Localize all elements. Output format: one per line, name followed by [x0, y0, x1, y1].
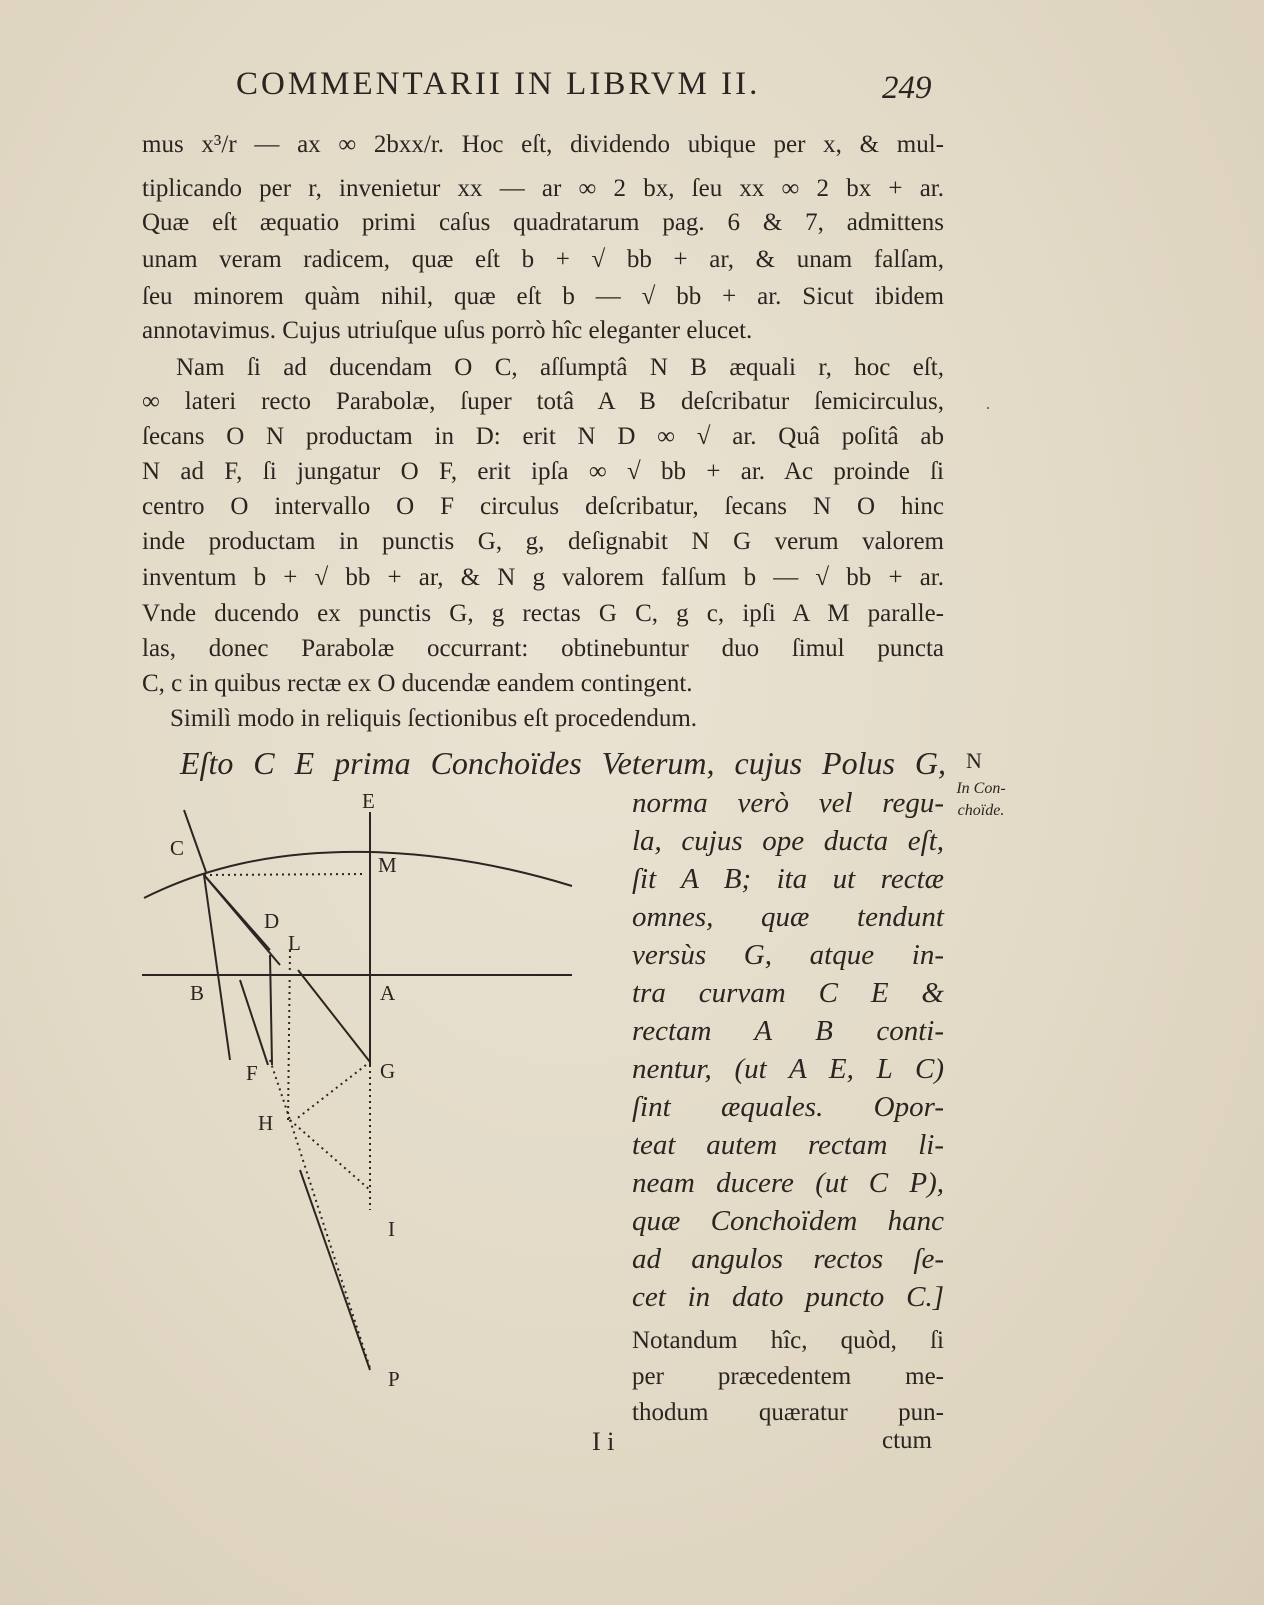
label-E: E [362, 790, 375, 813]
column-line: omnes, quæ tendunt [632, 901, 944, 933]
catchword: ctum [882, 1427, 932, 1454]
column-line: versùs G, atque in- [632, 939, 944, 971]
column-line: ſit A B; ita ut rectæ [632, 863, 944, 895]
column-line: quæ Conchoïdem hanc [632, 1205, 944, 1237]
label-H: H [258, 1111, 274, 1135]
margin-note-line: In Con- [956, 780, 1006, 797]
column-line: thodum quæratur pun- [632, 1399, 944, 1426]
text-line: ſecans O N productam in D: erit N D ∞ √ ar. Quâ poſitâ ab [142, 423, 944, 450]
label-G: G [380, 1059, 396, 1083]
text-line: mus x³/r — ax ∞ 2bxx/r. Hoc eſt, dividendo ubique per x, & mul- [142, 131, 944, 158]
dotted-line-cm [204, 874, 366, 875]
text-line: annotavimus. Cujus utriuſque uſus porrò hîc eleganter elucet. [142, 317, 753, 344]
label-P: P [388, 1367, 400, 1391]
column-line: tra curvam C E & [632, 977, 944, 1009]
column-line: norma verò vel regu- [632, 787, 944, 819]
text-line: Nam ſi ad ducendam O C, aſſumptâ N B æquali r, hoc eſt, [176, 354, 944, 381]
text-line: ∞ lateri recto Parabolæ, ſuper totâ A B deſcribatur ſemicirculus, [142, 388, 944, 415]
running-head: COMMENTARII IN LIBRVM II. [236, 66, 761, 102]
line-c-tick [184, 810, 206, 872]
label-C: C [170, 836, 185, 860]
text-line: N ad F, ſi jungatur O F, erit ipſa ∞ √ bb + ar. Ac proinde ſi [142, 458, 944, 485]
dotted-line-h-p [290, 1120, 370, 1368]
text-line: Quæ eſt æquatio primi caſus quadratarum pag. 6 & 7, admittens [142, 209, 944, 236]
label-D: D [264, 909, 280, 933]
margin-letter: N [966, 748, 982, 773]
page-number: 249 [882, 70, 932, 106]
text-line: C, c in quibus rectæ ex O ducendæ eandem contingent. [142, 670, 693, 697]
label-M: M [378, 853, 397, 877]
label-F: F [246, 1061, 258, 1085]
column-line: neam ducere (ut C P), [632, 1167, 944, 1199]
line-b-f [240, 980, 268, 1065]
column-line: ſint æquales. Opor- [632, 1091, 944, 1123]
column-line: rectam A B conti- [632, 1015, 944, 1047]
label-L: L [288, 931, 301, 955]
text-line: Similì modo in reliquis ſectionibus eſt procedendum. [170, 705, 698, 732]
line-c-f [204, 875, 230, 1060]
label-I: I [388, 1217, 395, 1241]
conchoid-figure [130, 790, 590, 1430]
margin-dot: · [985, 398, 991, 418]
line-d-f [270, 955, 272, 1065]
text-line: tiplicando per r, invenietur xx — ar ∞ 2 bx, ſeu xx ∞ 2 bx + ar. [142, 175, 944, 202]
text-line: centro O intervallo O F circulus deſcribatur, ſecans N O hinc [142, 493, 944, 520]
dotted-line-g-h [295, 1065, 366, 1120]
line-i-p [300, 1170, 370, 1370]
label-A: A [380, 981, 396, 1005]
margin-note-line: choïde. [957, 802, 1005, 819]
text-line: ſeu minorem quàm nihil, quæ eſt b — √ bb + ar. Sicut ibidem [142, 283, 944, 310]
signature-mark: I i [592, 1427, 615, 1456]
text-line: Vnde ducendo ex punctis G, g rectas G C, g c, ipſi A M paralle- [142, 600, 944, 627]
column-line: Notandum hîc, quòd, ſi [632, 1327, 944, 1354]
column-line: nentur, (ut A E, L C) [632, 1053, 944, 1085]
margin-note [948, 778, 1014, 822]
column-line: per præcedentem me- [632, 1363, 944, 1390]
label-B: B [190, 981, 205, 1005]
line-l-g [298, 970, 370, 1062]
column-line: ad angulos rectos ſe- [632, 1243, 944, 1275]
italic-heading: Eſto C E prima Conchoïdes Veterum, cujus Polus G, [180, 745, 946, 781]
text-line: inde productam in punctis G, g, deſignabit N G verum valorem [142, 528, 944, 555]
text-line: las, donec Parabolæ occurrant: obtinebuntur duo ſimul puncta [142, 635, 944, 662]
column-line: la, cujus ope ducta eſt, [632, 825, 944, 857]
column-line: teat autem rectam li- [632, 1129, 944, 1161]
column-line: cet in dato puncto C.] [632, 1281, 944, 1313]
text-line: inventum b + √ bb + ar, & N g valorem falſum b — √ bb + ar. [142, 564, 944, 591]
conchoid-curve [144, 852, 572, 898]
text-line: unam veram radicem, quæ eſt b + √ bb + ar, & unam falſam, [142, 246, 944, 273]
